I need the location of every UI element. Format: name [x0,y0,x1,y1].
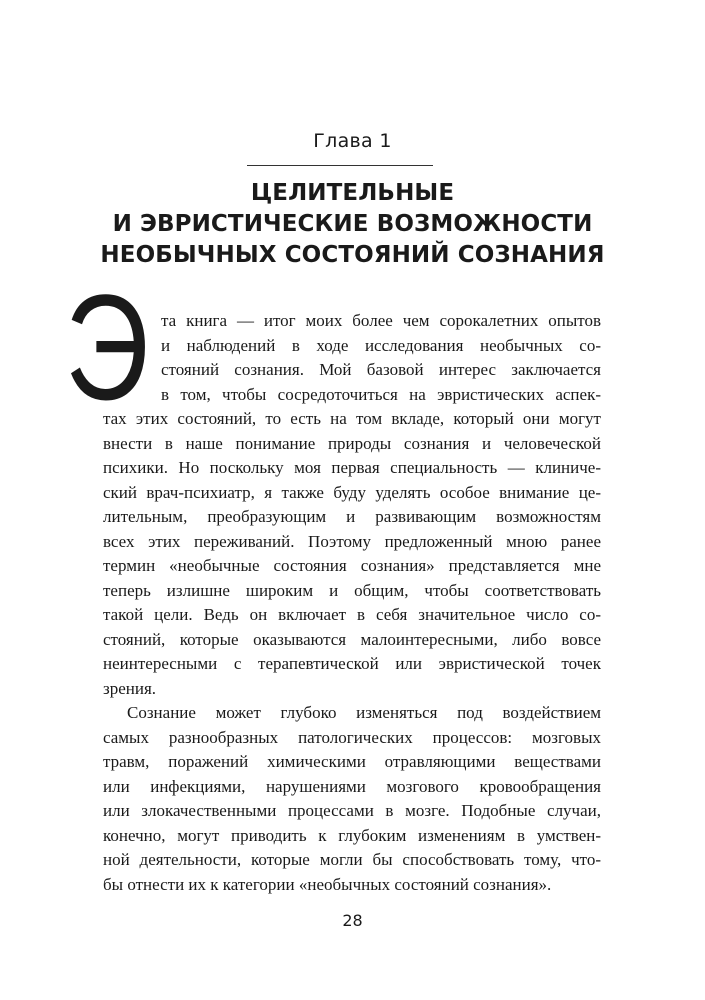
paragraph-line: Сознание может глубоко изменяться под воздействием [127,703,601,722]
paragraph-line: ский врач-психиатр, я также буду уделять особое внимание це- [103,483,601,502]
paragraph-line: всех этих переживаний. Поэтому предложенный мною ранее [103,532,601,551]
paragraph-line: травм, поражений химическими отравляющими веществами [103,752,601,771]
paragraph-line: зрения. [103,679,157,698]
chapter-title-line: И ЭВРИСТИЧЕСКИЕ ВОЗМОЖНОСТИ [112,211,593,237]
drop-cap [60,263,158,431]
chapter-title-line: ЦЕЛИТЕЛЬНЫЕ [250,180,455,206]
paragraph-line: и наблюдений в ходе исследования необычных со- [161,336,601,355]
paragraph-line: бы отнести их к категории «необычных состояний сознания». [103,875,552,894]
paragraph-line: в том, чтобы сосредоточиться на эвристических аспек- [161,385,601,404]
paragraph-line: стояний сознания. Мой базовой интерес заключается [161,360,601,379]
chapter-title-line: НЕОБЫЧНЫХ СОСТОЯНИЙ СОЗНАНИЯ [100,242,605,268]
paragraph-line: внести в наше понимание природы сознания и человеческой [103,434,601,453]
chapter-divider [247,165,433,166]
paragraph-line: тах этих состояний, то есть на том вкладе, который они могут [103,409,601,428]
drop-cap-letter: Э [65,263,149,431]
paragraph-line: самых разнообразных патологических процессов: мозговых [103,728,601,747]
paragraph-line: теперь излишне широким и общим, чтобы соответствовать [103,581,601,600]
paragraph-line: лительным, преобразующим и развивающим возможностям [103,507,601,526]
paragraph-line: термин «необычные состояния сознания» представляется мне [103,556,601,575]
paragraph-line: или инфекциями, нарушениями мозгового кровообращения [103,777,601,796]
page-number: 28 [342,911,363,930]
paragraph-line: ной деятельности, которые могли бы способствовать тому, что- [103,850,601,869]
chapter-label: Глава 1 [313,130,392,152]
paragraph-line: та книга — итог моих более чем сорокалетних опытов [161,311,601,330]
paragraph-line: конечно, могут приводить к глубоким изменениям в умствен- [103,826,601,845]
paragraph-line: такой цели. Ведь он включает в себя значительное число со- [103,605,601,624]
paragraph-line: или злокачественными процессами в мозге. Подобные случаи, [103,801,601,820]
paragraph-line: неинтересными с терапевтической или эвристической точек [103,654,601,673]
paragraph-line: стояний, которые оказываются малоинтересными, либо вовсе [103,630,601,649]
chapter-title [0,178,705,271]
paragraph-line: психики. Но поскольку моя первая специальность — клиниче- [103,458,601,477]
